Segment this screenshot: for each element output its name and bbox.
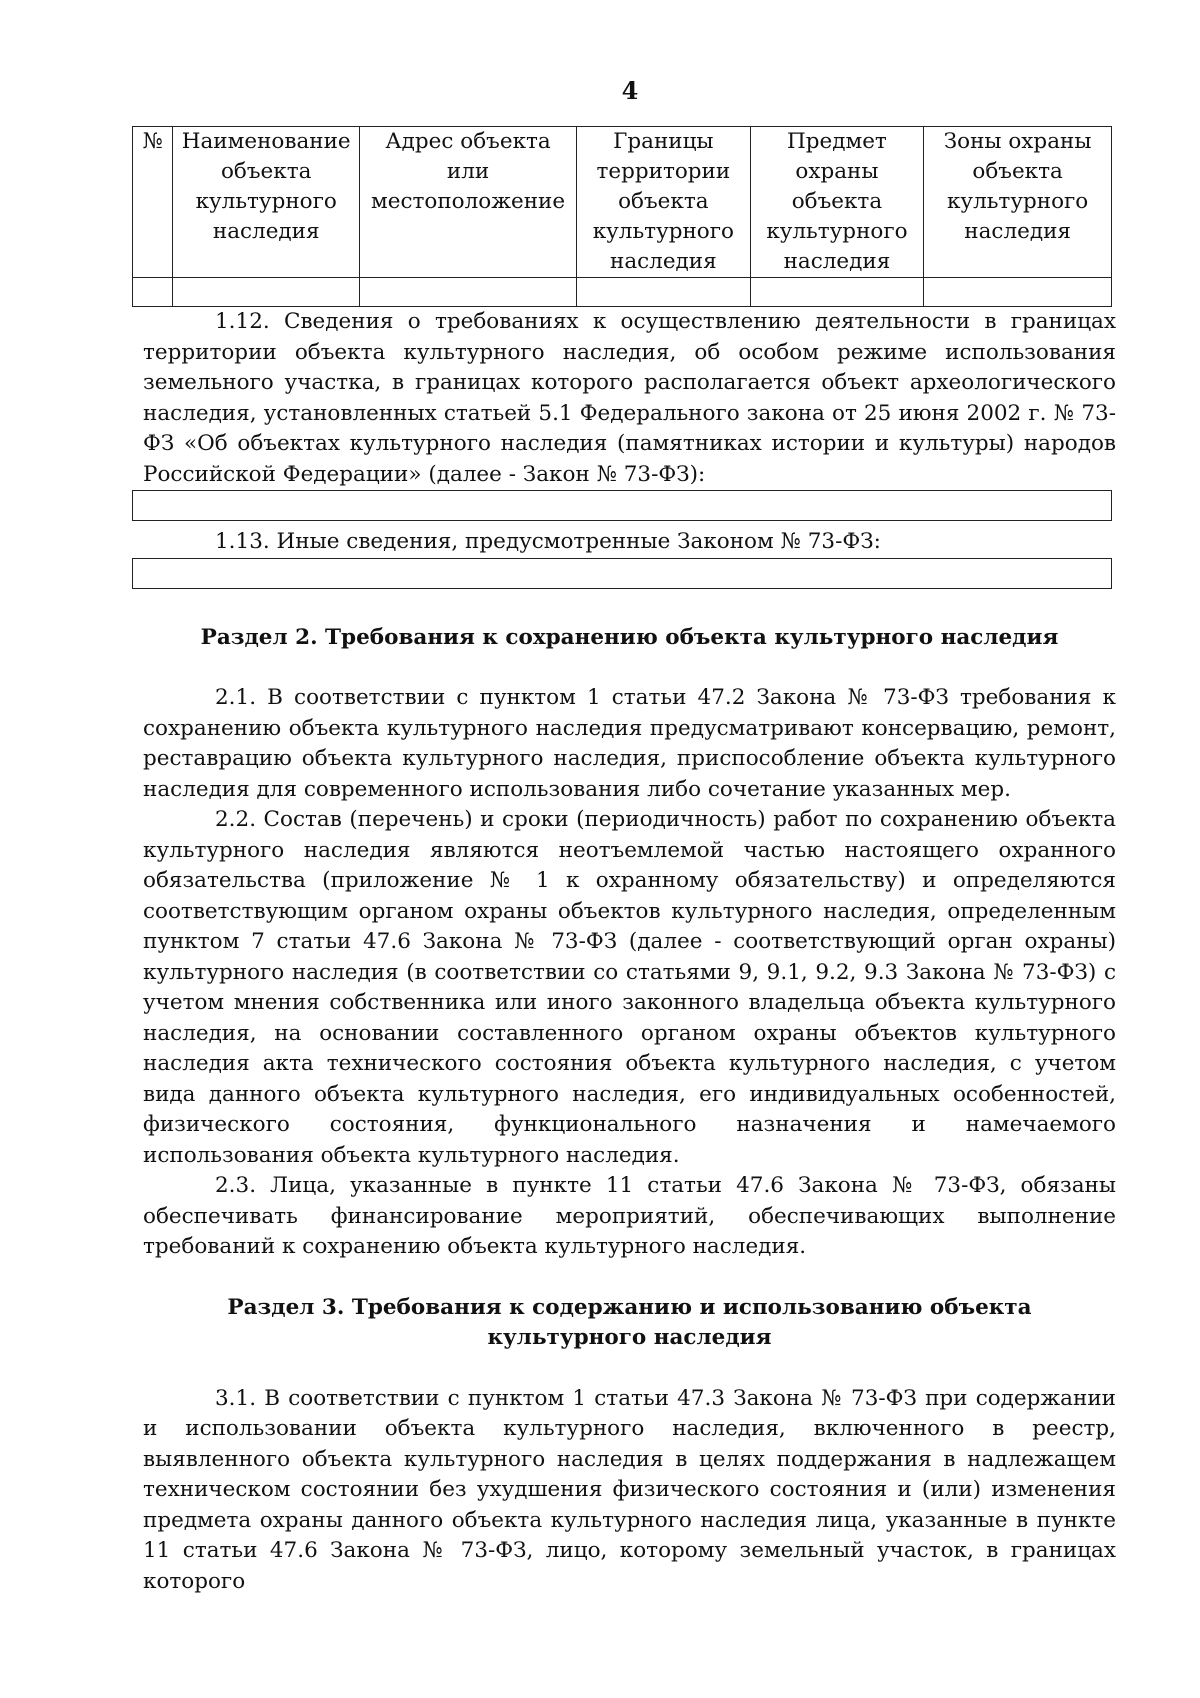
table-header-number: № [133, 127, 173, 278]
table-cell [360, 278, 577, 307]
paragraph-1-13: 1.13. Иные сведения, предусмотренные Законом № 73-ФЗ: [215, 529, 881, 554]
paragraph-3-1: 3.1. В соответствии с пунктом 1 статьи 47.3 Закона № 73-ФЗ при содержании и использовании объекта культурного наследия, включенного в реестр, выявленного объекта культурного наследия в целях поддержания в надлежащем техническом состоянии без ухудшения физического состояния и (или) изменения предмета охраны данного объекта культурного наследия лица, указанные в пункте 11 статьи 47.6 Закона № 73-ФЗ, лицо, которому земельный участок, в границах которого [143, 1385, 1116, 1594]
section-2-title: Раздел 2. Требования к сохранению объекта культурного наследия [200, 624, 1059, 650]
table-row [133, 278, 1112, 307]
table-header-address: Адрес объекта или местоположение [360, 127, 577, 278]
section-3-title-line1: Раздел 3. Требования к содержанию и использованию объекта [227, 1294, 1032, 1320]
section-3-title-line2: культурного наследия [487, 1325, 772, 1350]
heritage-object-table [132, 126, 1112, 307]
table-cell [173, 278, 360, 307]
empty-field-1-13 [132, 558, 1112, 589]
paragraph-2-3: 2.3. Лица, указанные в пункте 11 статьи 47.6 Закона № 73-ФЗ, обязаны обеспечивать финансирование мероприятий, обеспечивающих выполнение требований к сохранению объекта культурного наследия. [143, 1173, 1116, 1259]
table-header-name: Наименование объекта культурного наследия [173, 127, 360, 278]
table-cell [750, 278, 924, 307]
paragraph-1-12: 1.12. Сведения о требованиях к осуществлению деятельности в границах территории объекта культурного наследия, об особом режиме использования земельного участка, в границах которого располагается объект археологического наследия, установленных статьей 5.1 Федерального закона от 25 июня 2002 г. № 73-ФЗ «Об объектах культурного наследия (памятниках истории и культуры) народов Российской Федерации» (далее - Закон № 73-ФЗ): [143, 309, 1116, 487]
section-3-title [143, 1293, 1116, 1354]
table-header-protection-subject: Предмет охраны объекта культурного наследия [750, 127, 924, 278]
document-body [143, 126, 1116, 1597]
table-cell [577, 278, 751, 307]
empty-field-1-12 [132, 490, 1112, 521]
paragraph-2-1: 2.1. В соответствии с пунктом 1 статьи 47.2 Закона № 73-ФЗ требования к сохранению объекта культурного наследия предусматривают консервацию, ремонт, реставрацию объекта культурного наследия, приспособление объекта культурного наследия для современного использования либо сочетание указанных мер. [143, 685, 1116, 802]
table-cell [924, 278, 1112, 307]
page-number: 4 [621, 76, 639, 105]
table-header-row [133, 127, 1112, 278]
table-header-protection-zones: Зоны охраны объекта культурного наследия [924, 127, 1112, 278]
paragraph-2-2: 2.2. Состав (перечень) и сроки (периодичность) работ по сохранению объекта культурного наследия являются неотъемлемой частью настоящего охранного обязательства (приложение № 1 к охранному обязательству) и определяются соответствующим органом охраны объектов культурного наследия, определенным пунктом 7 статьи 47.6 Закона № 73-ФЗ (далее - соответствующий орган охраны) культурного наследия (в соответствии со статьями 9, 9.1, 9.2, 9.3 Закона № 73-ФЗ) с учетом мнения собственника или иного законного владельца объекта культурного наследия, на основании составленного органом охраны объектов культурного наследия акта технического состояния объекта культурного наследия, с учетом вида данного объекта культурного наследия, его индивидуальных особенностей, физического состояния, функционального назначения и намечаемого использования объекта культурного наследия. [143, 807, 1116, 1168]
table-header-boundaries: Границы территории объекта культурного наследия [577, 127, 751, 278]
table-cell [133, 278, 173, 307]
